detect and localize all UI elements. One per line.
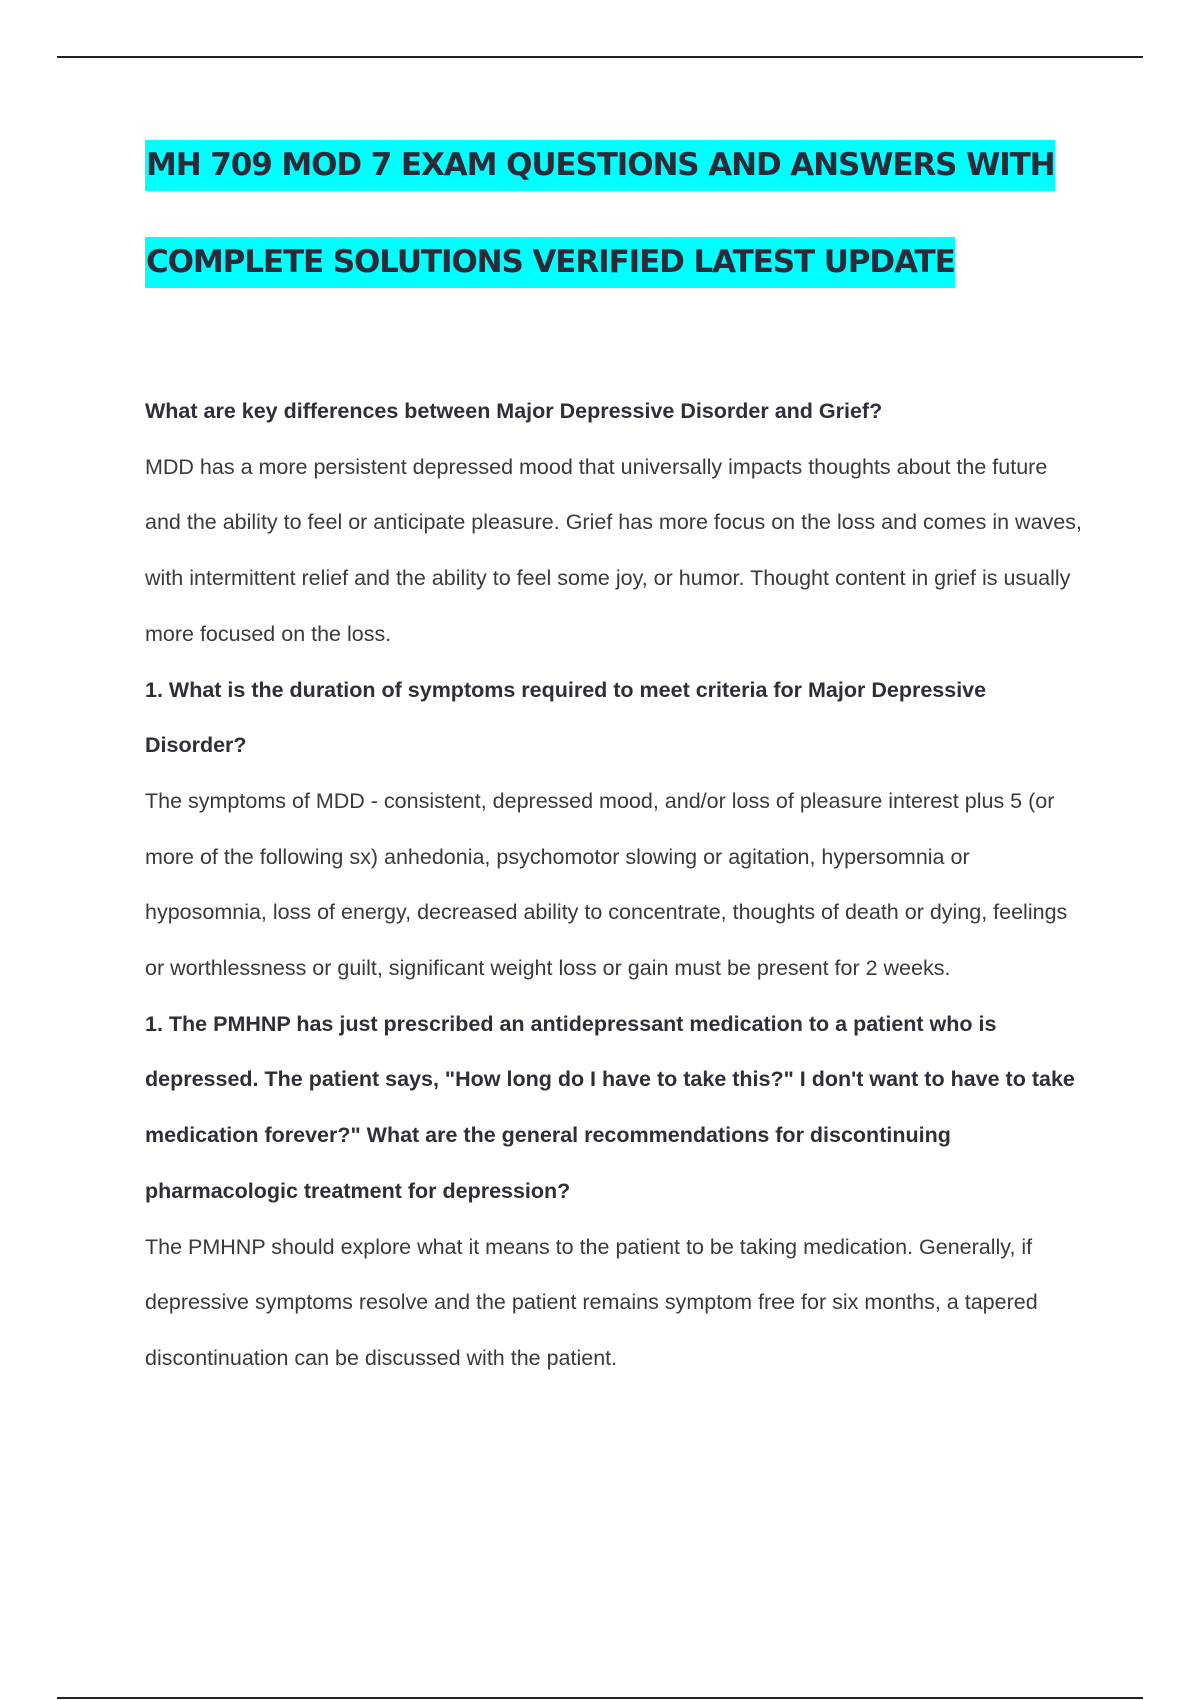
title-line-2 bbox=[145, 237, 1105, 288]
qa-item bbox=[145, 663, 1085, 997]
question-text: What are key differences between Major Depressive Disorder and Grief? bbox=[145, 399, 883, 423]
document-title bbox=[145, 140, 1105, 288]
answer-text: The PMHNP should explore what it means to the patient to be taking medication. Generally, if depressive symptoms resolve and the patient remains symptom free for six months, a tapered discontinuation can be discussed with the patient. bbox=[145, 1234, 1038, 1370]
question-text: 1. The PMHNP has just prescribed an antidepressant medication to a patient who is depressed. The patient says, "How long do I have to take this?" I don't want to have to take medication forever?" What are the general recommendations for discontinuing pharmacologic treatment for depression? bbox=[145, 1011, 1075, 1203]
title-line-2-text: COMPLETE SOLUTIONS VERIFIED LATEST UPDATE bbox=[145, 237, 955, 288]
qa-item bbox=[145, 997, 1085, 1387]
qa-list bbox=[145, 384, 1085, 1387]
top-rule bbox=[57, 56, 1143, 58]
answer-text: The symptoms of MDD - consistent, depressed mood, and/or loss of pleasure interest plus 5 (or more of the following sx) anhedonia, psychomotor slowing or agitation, hypersomnia or hyposomnia, loss of energy, decreased ability to concentrate, thoughts of death or dying, feelings or worthlessness or guilt, significant weight loss or gain must be present for 2 weeks. bbox=[145, 788, 1068, 981]
title-line-1-text: MH 709 MOD 7 EXAM QUESTIONS AND ANSWERS WITH bbox=[145, 140, 1055, 191]
question-text: 1. What is the duration of symptoms required to meet criteria for Major Depressive Disorder? bbox=[145, 677, 987, 758]
answer-text: MDD has a more persistent depressed mood that universally impacts thoughts about the future and the ability to feel or anticipate pleasure. Grief has more focus on the loss and comes in waves, with intermittent relief and the ability to feel some joy, or humor. Thought content in grief is usually more focused on the loss. bbox=[145, 454, 1082, 646]
title-line-1 bbox=[145, 140, 1105, 191]
bottom-rule bbox=[57, 1697, 1143, 1699]
qa-item bbox=[145, 384, 1085, 663]
